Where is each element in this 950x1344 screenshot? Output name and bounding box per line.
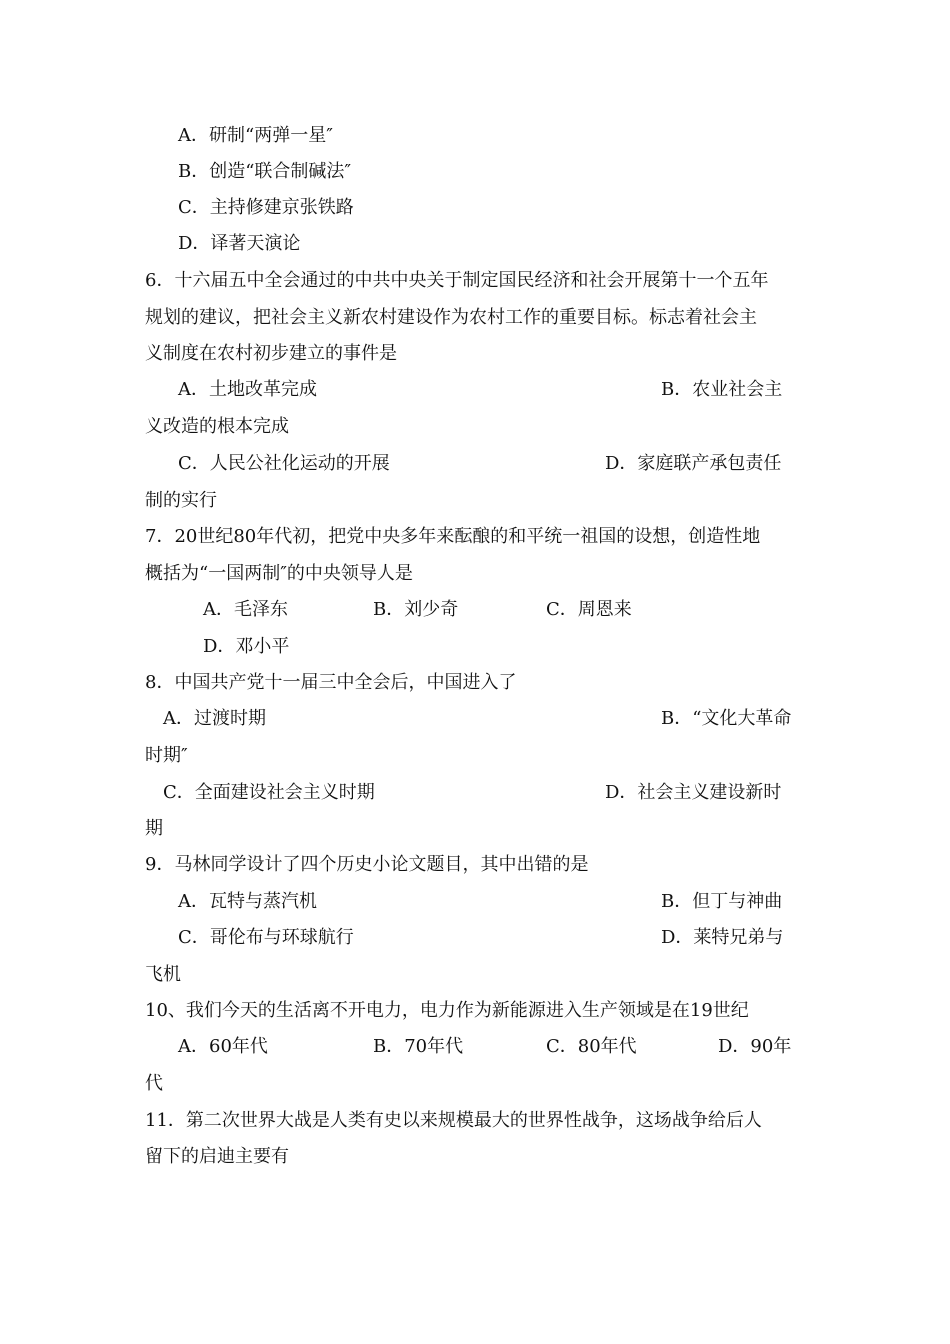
q8-option-c: C．全面建设社会主义时期 (163, 782, 375, 803)
q10-stem: 10、我们今天的生活离不开电力，电力作为新能源进入生产领域是在19世纪 (145, 1000, 749, 1021)
q11-stem-line-1: 11．第二次世界大战是人类有史以来规模最大的世界性战争，这场战争给后人 (145, 1110, 762, 1131)
q9-option-d-continued: 飞机 (145, 964, 181, 985)
q8-option-d: D．社会主义建设新时 (605, 782, 782, 803)
q5-option-a: A．研制“两弹一星″ (178, 125, 333, 146)
q7-stem-line-1: 7．20世纪80年代初，把党中央多年来酝酿的和平统一祖国的设想，创造性地 (145, 526, 761, 547)
q5-option-c: C．主持修建京张铁路 (178, 197, 354, 218)
q6-option-b: B．农业社会主 (661, 379, 783, 400)
q9-stem: 9．马林同学设计了四个历史小论文题目，其中出错的是 (145, 854, 589, 875)
q7-option-d: D．邓小平 (203, 636, 290, 657)
q9-option-a: A．瓦特与蒸汽机 (178, 891, 317, 912)
q8-stem: 8．中国共产党十一届三中全会后，中国进入了 (145, 672, 517, 693)
q6-option-b-continued: 义改造的根本完成 (145, 416, 289, 437)
q11-stem-line-2: 留下的启迪主要有 (145, 1146, 289, 1167)
q6-stem-line-3: 义制度在农村初步建立的事件是 (145, 343, 397, 364)
q7-option-c: C．周恩来 (546, 599, 632, 620)
q6-option-d: D．家庭联产承包责任 (605, 453, 782, 474)
q8-option-b: B．“文化大革命 (661, 708, 792, 729)
q10-option-d: D．90年 (718, 1036, 792, 1057)
q8-option-a: A．过渡时期 (163, 708, 266, 729)
q7-option-b: B．刘少奇 (373, 599, 459, 620)
q6-option-c: C．人民公社化运动的开展 (178, 453, 390, 474)
q9-option-b: B．但丁与神曲 (661, 891, 783, 912)
q7-stem-line-2: 概括为“一国两制″的中央领导人是 (145, 563, 413, 584)
q8-option-d-continued: 期 (145, 818, 163, 839)
q5-option-d: D．译著天演论 (178, 233, 301, 254)
q6-stem-line-2: 规划的建议，把社会主义新农村建设作为农村工作的重要目标。标志着社会主 (145, 307, 757, 328)
q8-option-b-continued: 时期″ (145, 745, 188, 766)
q10-option-b: B．70年代 (373, 1036, 464, 1057)
q9-option-d: D．莱特兄弟与 (661, 927, 784, 948)
q10-option-d-continued: 代 (145, 1073, 163, 1094)
q6-option-d-continued: 制的实行 (145, 490, 217, 511)
q10-option-a: A．60年代 (178, 1036, 268, 1057)
q10-option-c: C．80年代 (546, 1036, 637, 1057)
q6-option-a: A．土地改革完成 (178, 379, 317, 400)
q6-stem-line-1: 6．十六届五中全会通过的中共中央关于制定国民经济和社会开展第十一个五年 (145, 270, 769, 291)
q9-option-c: C．哥伦布与环球航行 (178, 927, 354, 948)
q7-option-a: A．毛泽东 (203, 599, 288, 620)
q5-option-b: B．创造“联合制碱法″ (178, 161, 352, 182)
